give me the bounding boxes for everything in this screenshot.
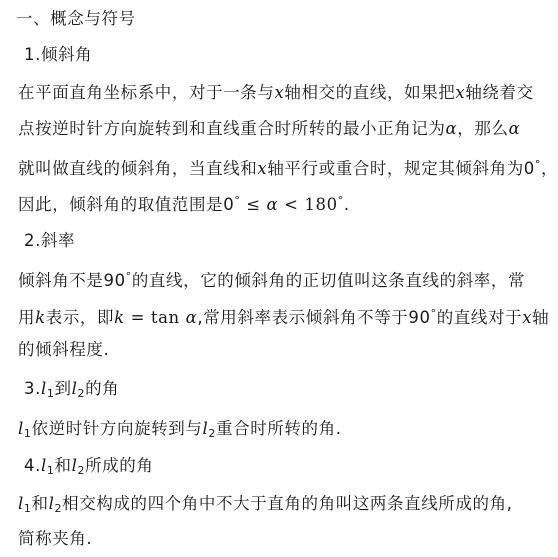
math-l: l [18, 494, 24, 513]
paragraph-1-line-1 [18, 82, 534, 104]
paragraph-1-line-2 [18, 118, 520, 140]
text: 因此，倾斜角的取值范围是0 [18, 195, 235, 214]
math-l: l [71, 456, 78, 475]
text: ， [541, 159, 558, 178]
text: 4. [24, 456, 41, 475]
section-title: 一、概念与符号 [16, 9, 136, 28]
degree-symbol: ° [234, 194, 241, 207]
math-x: x [274, 83, 285, 102]
text: 和 [31, 494, 49, 513]
text: . [343, 195, 350, 214]
text: 在平面直角坐标系中，对于一条与 [18, 83, 275, 102]
text: 轴绕着交 [465, 83, 534, 102]
math-alpha: α [185, 308, 198, 327]
subscript-1: 1 [23, 427, 32, 440]
text: 重合时所转的角. [216, 419, 342, 438]
math-k: k [114, 308, 125, 327]
text: 倾斜角不是90 [18, 271, 126, 290]
text: 相交构成的四个角中不大于直角的角叫这两条直线所成的角, [62, 494, 513, 513]
text: 的角 [85, 379, 120, 398]
heading-slope: 2.斜率 [24, 231, 76, 250]
text: 的直线，它的倾斜角的正切值叫这条直线的斜率，常 [131, 271, 526, 290]
text: 和 [54, 456, 72, 475]
math-k: k [35, 308, 46, 327]
subscript-1: 1 [46, 387, 55, 400]
math-l: l [202, 419, 209, 438]
text: 到 [54, 379, 72, 398]
paragraph-2-line-2 [18, 303, 549, 329]
heading-angle-l1-and-l2 [24, 455, 153, 482]
math-l: l [40, 379, 47, 398]
math-alpha: α [266, 195, 279, 214]
degree-symbol: ° [125, 270, 132, 283]
heading-angle-l1-to-l2 [24, 378, 119, 405]
degree-symbol: ° [534, 158, 542, 171]
subscript-2: 2 [54, 502, 63, 515]
math-lt-180: < 180 [278, 195, 338, 214]
paragraph-4-line-1 [18, 493, 513, 520]
paragraph-2-line-3: 的倾斜程度. [18, 340, 110, 359]
text: 轴平行或重合时，规定其倾斜角为0 [267, 159, 535, 178]
text: 就叫做直线的倾斜角，当直线和 [18, 159, 258, 178]
math-x: x [455, 83, 466, 102]
subscript-2: 2 [77, 464, 86, 477]
paragraph-2-line-1 [18, 266, 525, 292]
math-l: l [18, 419, 24, 438]
math-l: l [71, 379, 78, 398]
subscript-1: 1 [46, 464, 55, 477]
paragraph-3-line-1 [18, 418, 342, 445]
text: 轴 [532, 308, 550, 327]
heading-inclination-angle: 1.倾斜角 [24, 45, 93, 64]
degree-symbol: ° [337, 194, 344, 207]
text: 用 [18, 308, 36, 327]
paragraph-1-line-3 [18, 154, 558, 180]
math-alpha: α [445, 119, 458, 138]
math-eq-tan: = tan [124, 308, 186, 327]
text: 的直线对于 [436, 308, 523, 327]
math-x: x [522, 308, 533, 327]
text: 3. [24, 379, 41, 398]
text: 轴相交的直线，如果把 [284, 83, 456, 102]
math-l: l [48, 494, 55, 513]
degree-symbol: ° [430, 307, 437, 320]
math-l: l [40, 456, 47, 475]
math-x: x [257, 159, 268, 178]
subscript-2: 2 [77, 387, 86, 400]
math-leq: ≤ [240, 195, 267, 214]
paragraph-4-line-2: 简称夹角. [18, 529, 93, 548]
subscript-1: 1 [23, 502, 32, 515]
text: 点按逆时针方向旋转到和直线重合时所转的最小正角记为 [18, 119, 446, 138]
text: ，那么 [457, 119, 509, 138]
paragraph-1-line-4 [18, 190, 350, 216]
text: 所成的角 [85, 456, 154, 475]
math-alpha: α [508, 119, 521, 138]
subscript-2: 2 [208, 427, 216, 440]
text: 表示，即 [45, 308, 115, 327]
text: 依逆时针方向旋转到与 [31, 419, 203, 438]
text: ,常用斜率表示倾斜角不等于90 [197, 308, 431, 327]
